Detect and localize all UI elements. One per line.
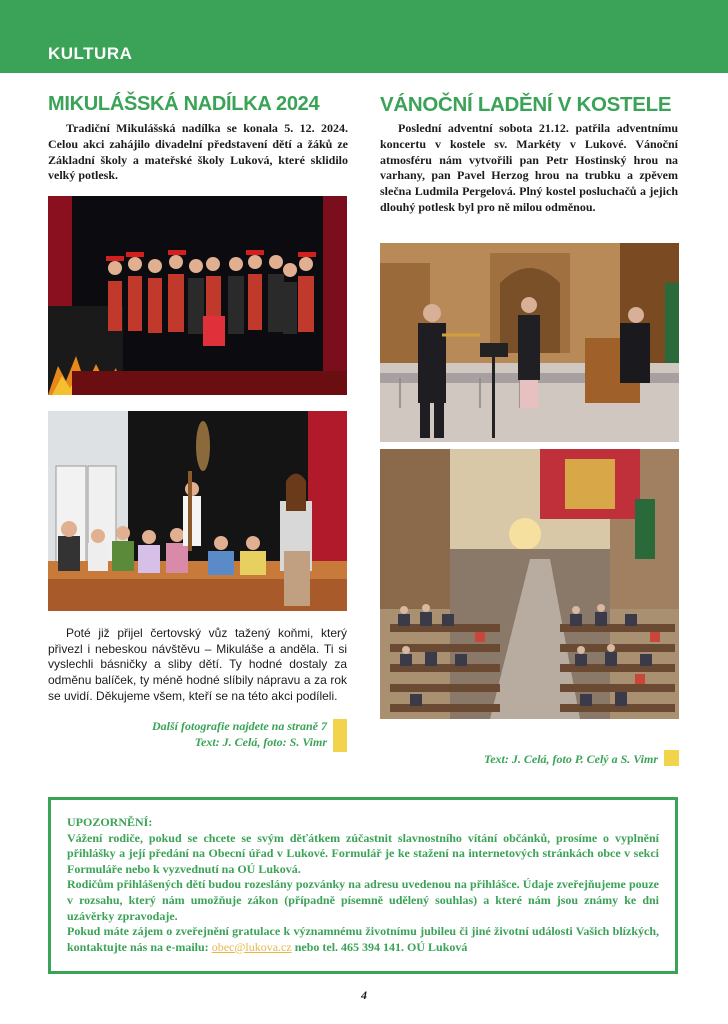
photo-children-performance-stage: [48, 196, 347, 395]
right-article-title: VÁNOČNÍ LADĚNÍ V KOSTELE: [380, 93, 672, 116]
section-title: KULTURA: [48, 44, 133, 63]
left-caption-more-photos: Další fotografie najdete na straně 7: [151, 719, 327, 733]
notice-paragraph-invitations: Rodičům přihlášených dětí budou rozeslány pozvánky na adresu uvedenou na přihlášce. Údaje zveřejňujeme pouze v rozsahu, který nám umožňuje zákon (případně písemně udělený souhlas) a které nám jsou známy ke dni uzávěrky zpravodaje.: [67, 877, 659, 923]
notice-contact-phone: nebo tel. 465 394 141. OÚ Luková: [291, 939, 468, 954]
photo-church-musicians: [380, 243, 679, 442]
left-article-title: MIKULÁŠSKÁ NADÍLKA 2024: [48, 93, 320, 115]
left-article-body: Poté již přijel čertovský vůz tažený koňmi, který přivezl i nebeskou návštěvu – Mikuláše a anděla. Ti si vyslechli básničky a sliby dětí. Ty hodné dostaly za odměnu balíček, ty méně hodné slíbily nápravu a za rok se uvidí. Děkujeme všem, kteří se na této akci podíleli.: [48, 626, 347, 703]
notice-contact-text: Pokud máte zájem o zveřejnění gratulace k významnému životnímu jubileu či jiné životní události Vašich blízkých, kontaktujte nás na e-mailu:: [67, 924, 659, 954]
notice-box: [48, 797, 678, 974]
left-article-intro: Tradiční Mikulášská nadílka se konala 5. 12. 2024. Celou akci zahájilo divadelní představení dětí a žáků ze Základní školy a mateřské školy Luková, které sklidilo velký potlesk.: [48, 121, 348, 183]
photo-church-interior-audience: [380, 449, 679, 719]
caption-marker-left: [333, 719, 347, 752]
notice-title: UPOZORNĚNÍ:: [67, 815, 153, 829]
caption-marker-right: [664, 750, 679, 766]
page-number: 4: [361, 988, 367, 1002]
right-caption-credit: Text: J. Celá, foto P. Celý a S. Vimr: [483, 752, 658, 766]
photo-mikulas-devil-children: [48, 411, 347, 611]
email-link[interactable]: obec@lukova.cz: [211, 939, 292, 954]
left-caption-credit: Text: J. Celá, foto: S. Vimr: [194, 735, 327, 749]
notice-paragraph-registration: Vážení rodiče, pokud se chcete se svým děťátkem zúčastnit slavnostního vítání občánků, prosíme o vyplnění přihlášky a její předání na Obecní úřad v Lukové. Formulář je ke stažení na internetových stránkách obce v sekci Formuláře nebo k vyzvednutí na OÚ Luková.: [67, 830, 659, 876]
notice-paragraph-contact: [67, 924, 659, 955]
section-header-bar: [0, 0, 728, 73]
right-article-intro: Poslední adventní sobota 21.12. patřila adventnímu koncertu v kostele sv. Markéty v Lukové. Vánoční atmosféru nám vytvořili pan Petr Hostinský hrou na varhany, pan Pavel Herzog hrou na trubku a zpěvem slečna Ludmila Pergelová. Plný kostel posluchačů a jejich dlouhý potlesk byl pro ně milou odměnou.: [380, 121, 678, 214]
